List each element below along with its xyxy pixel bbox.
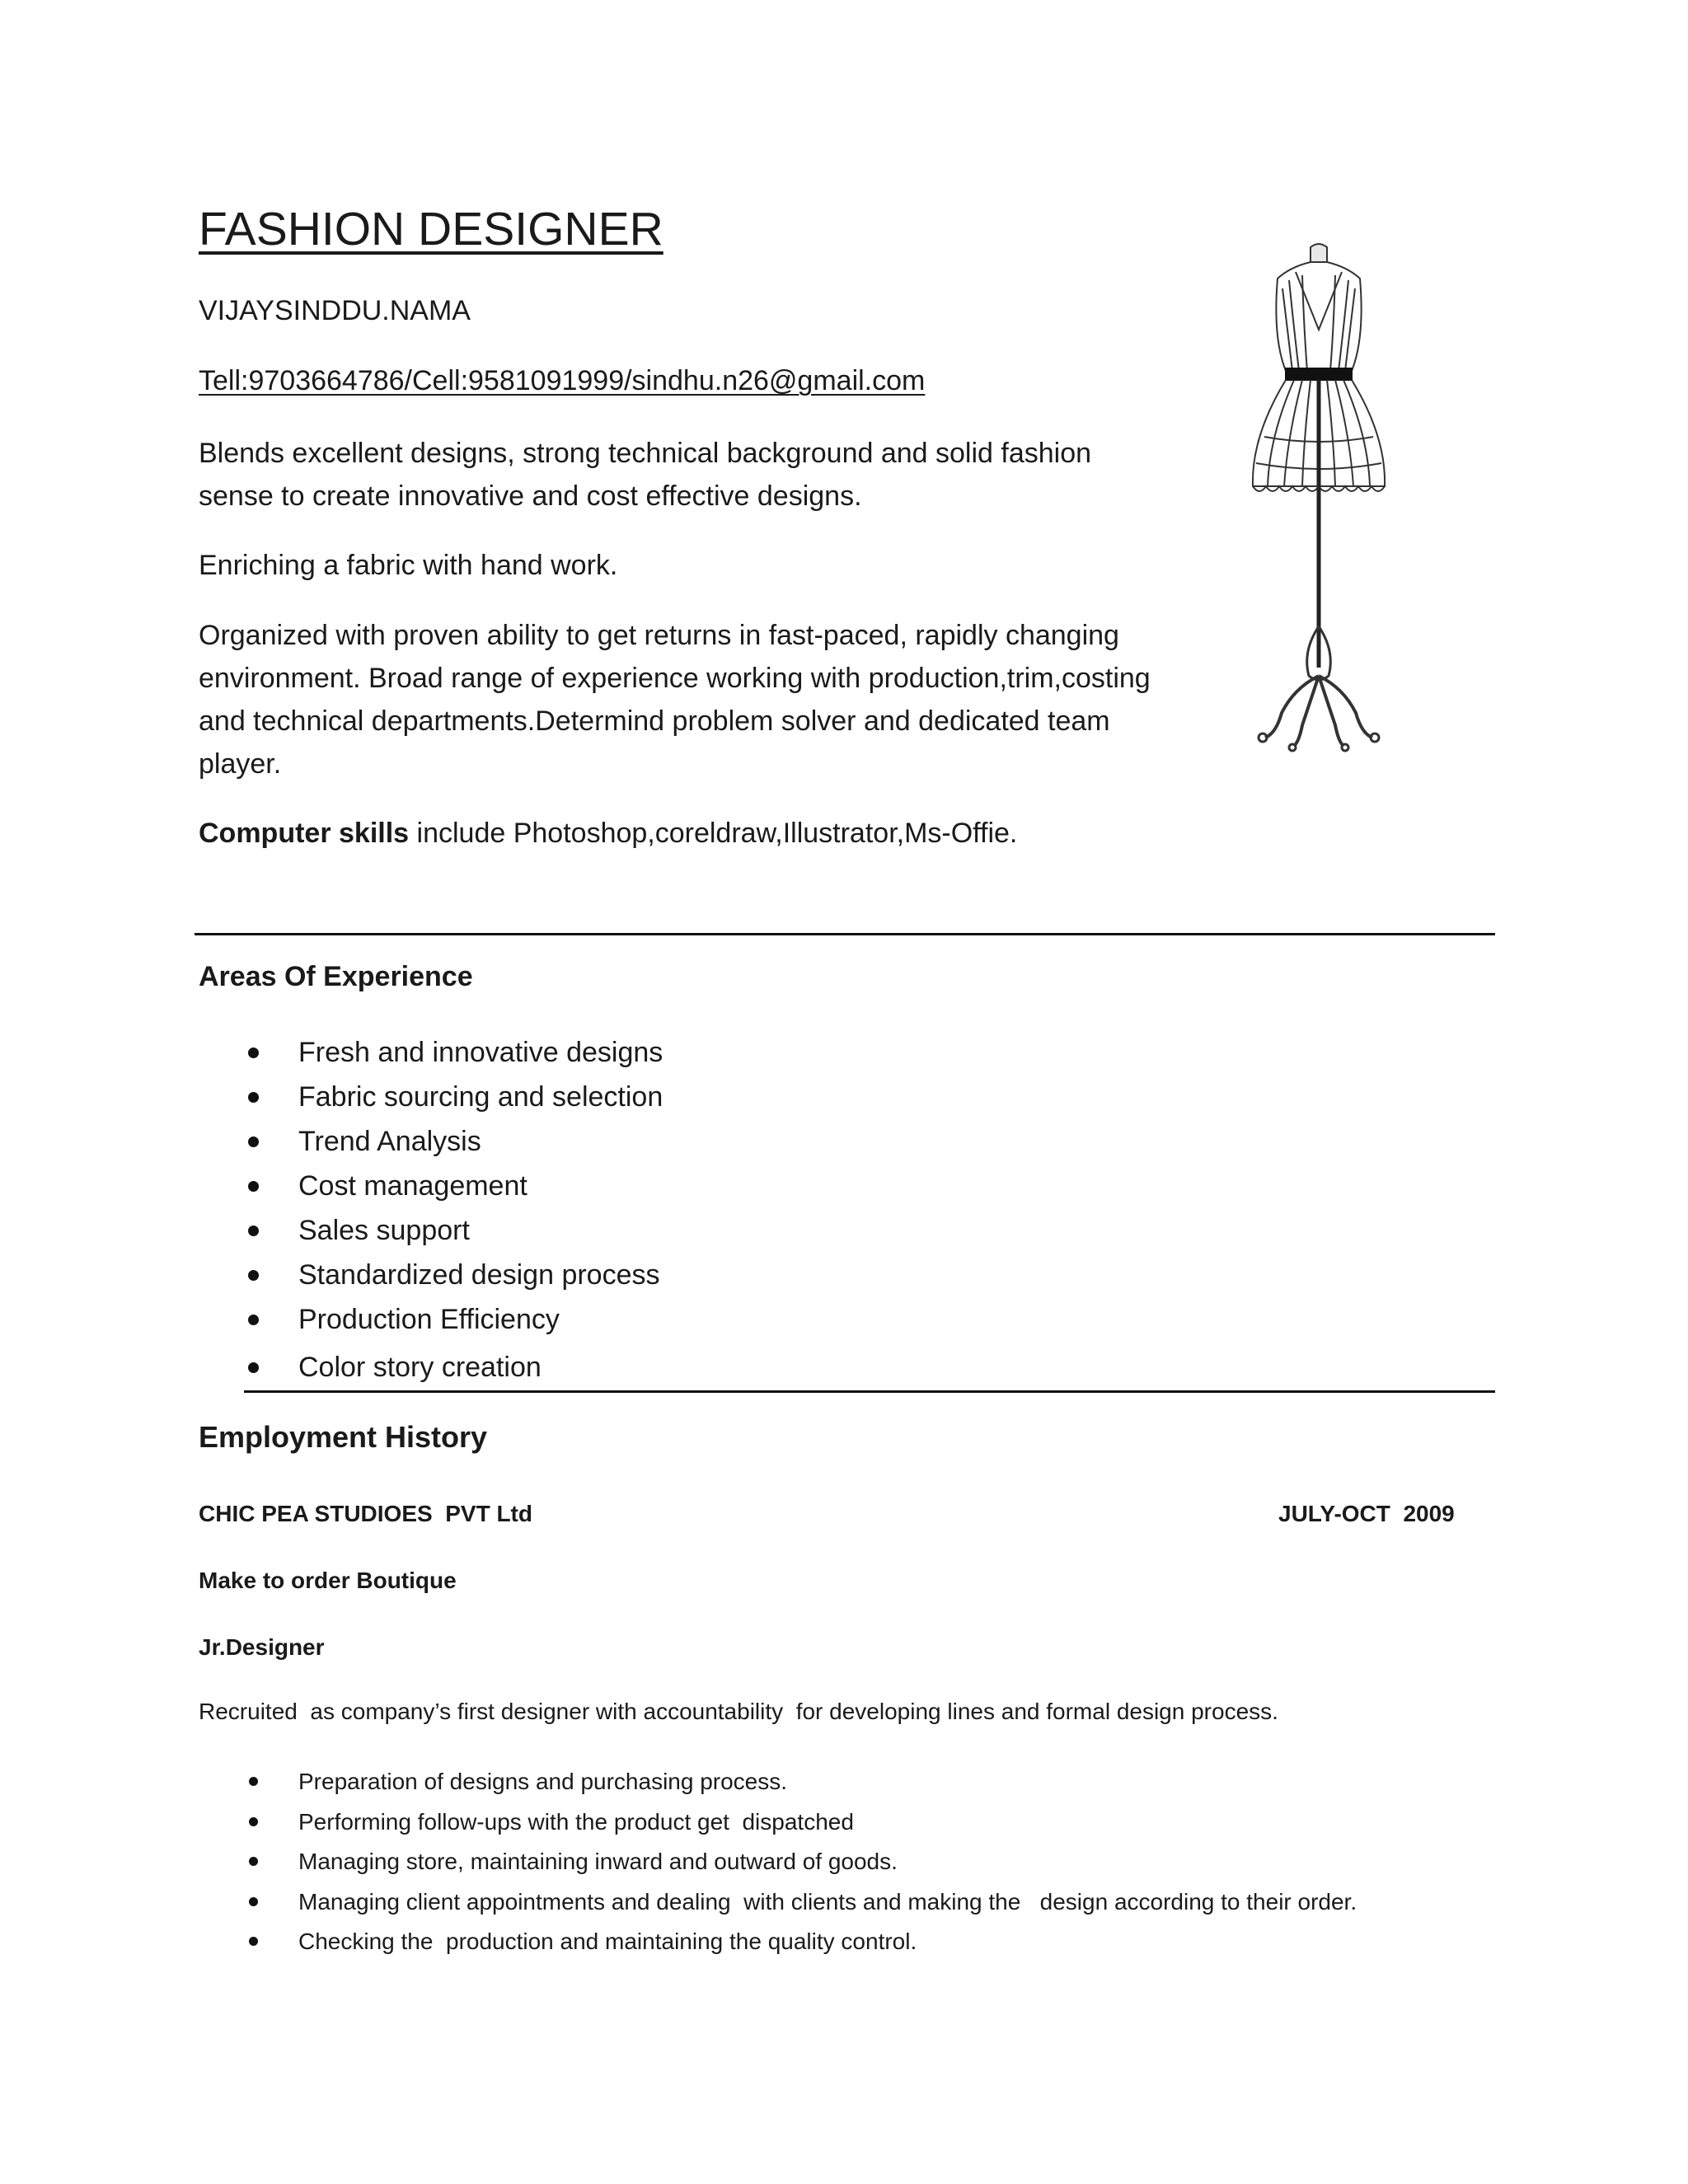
list-item xyxy=(244,1119,986,1164)
job-title: Jr.Designer xyxy=(199,1634,325,1660)
summary-paragraph-1: Blends excellent designs, strong technical background and solid fashion sense to create innovative and cost effective designs. xyxy=(199,438,1092,512)
summary-paragraph-2: Enriching a fabric with hand work. xyxy=(199,550,618,581)
contact-info[interactable]: Tell:9703664786/Cell:9581091999/sindhu.n26@gmail.com xyxy=(199,365,926,396)
employment-history-heading: Employment History xyxy=(199,1420,488,1454)
list-item-text: Managing client appointments and dealing with clients and making the design according to their order. xyxy=(298,1888,1357,1915)
bullet-icon xyxy=(249,1817,258,1826)
list-item-text: Fabric sourcing and selection xyxy=(298,1081,663,1113)
list-item xyxy=(244,1882,1563,1923)
list-item xyxy=(244,1762,1563,1802)
candidate-name: VIJAYSINDDU.NAMA xyxy=(199,295,471,326)
list-item xyxy=(244,1253,986,1297)
computer-skills-text: include Photoshop,coreldraw,Illustrator,Ms-Offie. xyxy=(409,818,1018,849)
bullet-icon xyxy=(248,1226,259,1236)
list-item xyxy=(244,1208,986,1253)
list-item-text: Managing store, maintaining inward and outward of goods. xyxy=(298,1849,898,1874)
bullet-icon xyxy=(249,1937,258,1946)
bullet-icon xyxy=(248,1362,259,1373)
section-divider-top xyxy=(195,933,1495,935)
bullet-icon xyxy=(249,1857,258,1866)
computer-skills xyxy=(199,812,1163,855)
bullet-icon xyxy=(248,1270,259,1281)
bullet-icon xyxy=(248,1092,259,1103)
list-item xyxy=(244,1164,986,1208)
computer-skills-label: Computer skills xyxy=(199,818,410,849)
list-item xyxy=(244,1842,1563,1882)
list-item-text: Preparation of designs and purchasing process. xyxy=(298,1769,788,1794)
list-item-text: Fresh and innovative designs xyxy=(298,1037,663,1068)
section-divider-bottom xyxy=(244,1390,1495,1393)
list-item-text: Standardized design process xyxy=(298,1259,660,1291)
areas-of-experience-heading: Areas Of Experience xyxy=(199,961,473,992)
bullet-icon xyxy=(248,1137,259,1147)
list-item xyxy=(244,1922,1563,1962)
list-item xyxy=(244,1030,986,1075)
bullet-icon xyxy=(248,1181,259,1192)
areas-of-experience-list xyxy=(244,1030,986,1390)
bullet-icon xyxy=(249,1777,258,1786)
list-item-text: Performing follow-ups with the product get dispatched xyxy=(298,1808,854,1835)
list-item xyxy=(244,1345,986,1390)
list-item-text: Production Efficiency xyxy=(298,1304,560,1335)
list-item-text: Color story creation xyxy=(298,1352,542,1383)
list-item-text: Cost management xyxy=(298,1170,528,1202)
list-item xyxy=(244,1075,986,1119)
employment-dates: JULY-OCT 2009 xyxy=(1278,1501,1455,1526)
list-item xyxy=(244,1297,986,1342)
bullet-icon xyxy=(249,1897,258,1906)
job-description: Recruited as company’s first designer with accountability for developing lines and formal design process. xyxy=(199,1699,1278,1724)
bullet-icon xyxy=(248,1315,259,1325)
list-item-text: Trend Analysis xyxy=(298,1126,481,1157)
list-item-text: Sales support xyxy=(298,1215,470,1246)
bullet-icon xyxy=(248,1047,259,1058)
dress-form-mannequin-icon xyxy=(1245,239,1393,766)
page-title: FASHION DESIGNER xyxy=(199,203,663,255)
job-duties-list xyxy=(244,1762,1563,1962)
list-item-text: Checking the production and maintaining the quality control. xyxy=(298,1929,917,1954)
list-item xyxy=(244,1802,1563,1843)
summary-paragraph-3: Organized with proven ability to get returns in fast-paced, rapidly changing environment. Broad range of experience working with production,trim,costing and technical departments.Determind problem solver and dedicated team player. xyxy=(199,620,1151,780)
company-type: Make to order Boutique xyxy=(199,1568,457,1593)
company-name: CHIC PEA STUDIOES PVT Ltd xyxy=(199,1501,532,1526)
